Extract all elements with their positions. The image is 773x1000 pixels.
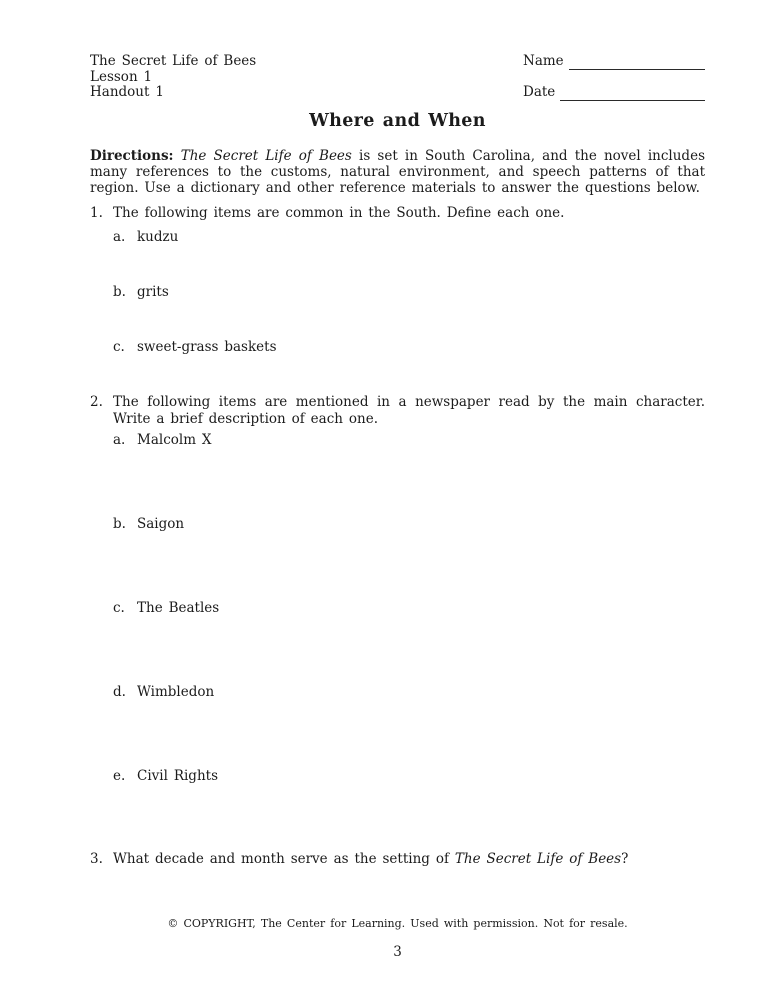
question-3-text: [113, 851, 705, 868]
question-2: [90, 394, 705, 428]
question-2-item-a: [113, 432, 705, 449]
question-3-book-title: The Secret Life of Bees: [454, 850, 622, 867]
question-1-item-b: [113, 284, 705, 301]
item-letter: b.: [113, 516, 126, 532]
item-text: kudzu: [137, 228, 179, 245]
item-letter: c.: [113, 599, 125, 616]
item-letter: a.: [113, 432, 126, 449]
question-3-number: 3.: [90, 850, 103, 867]
header-book-title: The Secret Life of Bees: [90, 53, 257, 69]
directions-paragraph: [90, 148, 705, 197]
header-left: [90, 54, 256, 101]
directions-text: is set in South Carolina, and the novel includes many references to the customs, natural environment, and speech patterns of that region. Use a dictionary and other reference materials to answer the questions below.: [90, 147, 705, 197]
date-row: [523, 85, 705, 101]
item-letter: b.: [113, 283, 126, 300]
item-letter: d.: [113, 683, 126, 700]
question-1-item-c: [113, 339, 705, 356]
question-3: [90, 851, 705, 868]
question-3-text-before: What decade and month serve as the setting of: [113, 850, 449, 867]
name-label: Name: [523, 53, 564, 69]
header-handout: Handout 1: [90, 84, 164, 101]
question-1: [90, 205, 705, 222]
question-2-item-b: [113, 516, 705, 533]
question-2-item-c: [113, 600, 705, 617]
item-text: Saigon: [137, 516, 185, 532]
item-letter: e.: [113, 767, 126, 784]
copyright-footer: © COPYRIGHT, The Center for Learning. Used with permission. Not for resale.: [167, 917, 628, 931]
question-2-item-d: [113, 684, 705, 701]
question-1-text: The following items are common in the South. Define each one.: [113, 204, 565, 221]
question-1-item-a: [113, 229, 705, 246]
name-row: [523, 54, 705, 70]
item-text: Malcolm X: [137, 432, 212, 449]
question-1-number: 1.: [90, 204, 103, 221]
item-text: Wimbledon: [137, 683, 215, 700]
question-2-text: The following items are mentioned in a newspaper read by the main character. Write a brief description of each one.: [113, 394, 705, 428]
page-title: Where and When: [309, 110, 486, 131]
item-letter: c.: [113, 338, 125, 355]
question-3-text-after: ?: [621, 850, 629, 867]
name-blank-line: [569, 56, 705, 70]
header-right: [523, 54, 705, 101]
date-blank-line: [560, 87, 705, 101]
question-2-item-e: [113, 768, 705, 785]
header: [90, 54, 705, 101]
item-letter: a.: [113, 228, 126, 245]
directions-book-title: The Secret Life of Bees: [180, 147, 352, 164]
directions-label: Directions:: [90, 147, 174, 164]
question-2-number: 2.: [90, 394, 103, 411]
date-label: Date: [523, 84, 556, 101]
page-number: 3: [393, 944, 402, 961]
item-text: The Beatles: [137, 599, 220, 616]
item-text: grits: [137, 283, 169, 300]
item-text: Civil Rights: [137, 767, 218, 784]
item-text: sweet-grass baskets: [137, 338, 277, 355]
header-lesson: Lesson 1: [90, 68, 153, 85]
